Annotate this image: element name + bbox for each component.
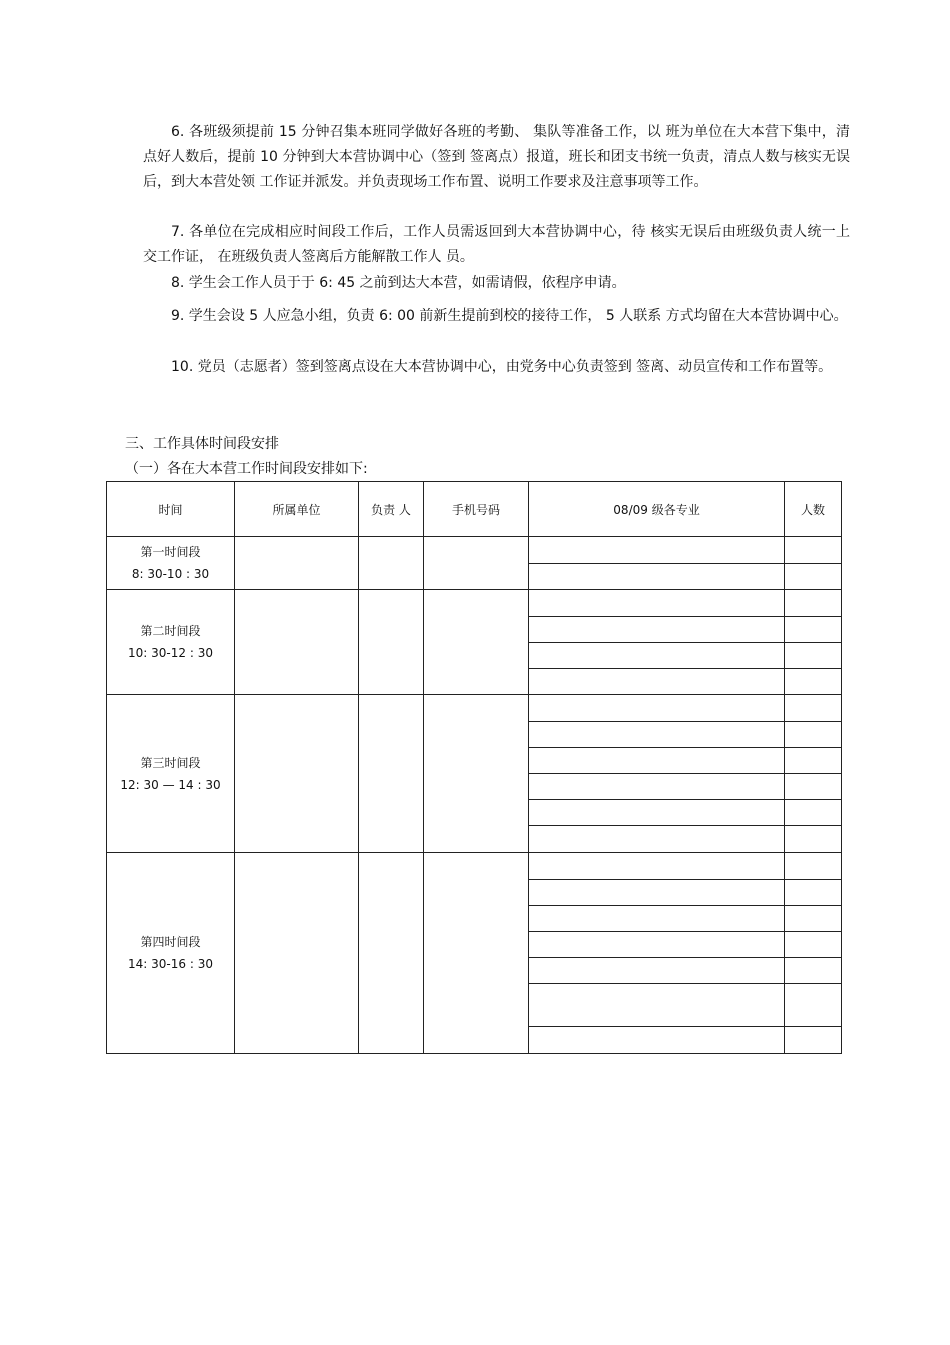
major-cell[interactable] [529,590,785,617]
leader-cell[interactable] [359,590,424,695]
header-majors: 08/09 级各专业 [529,482,785,537]
period-cell [107,590,235,695]
header-leader: 负责 人 [359,482,424,537]
count-cell[interactable] [785,669,842,695]
count-cell[interactable] [785,800,842,826]
header-unit: 所属单位 [235,482,359,537]
major-cell[interactable] [529,537,785,564]
major-cell[interactable] [529,617,785,643]
count-cell[interactable] [785,1027,842,1054]
major-cell[interactable] [529,695,785,722]
unit-cell[interactable] [235,590,359,695]
unit-cell[interactable] [235,695,359,853]
count-cell[interactable] [785,880,842,906]
major-cell[interactable] [529,906,785,932]
major-cell[interactable] [529,748,785,774]
count-cell[interactable] [785,958,842,984]
major-cell[interactable] [529,984,785,1027]
table-row [107,590,842,617]
section-title: 三、工作具体时间段安排 [125,436,279,452]
count-cell[interactable] [785,722,842,748]
schedule-table [106,481,842,1054]
period-time: 12: 30 — 14 : 30 [120,777,221,792]
header-count: 人数 [785,482,842,537]
paragraph-7: 7. 各单位在完成相应时间段工作后，工作人员需返回到大本营协调中心，待 核实无误后由班级负责人统一上交工作证， 在班级负责人签离后方能解散工作人 员。 [143,224,850,265]
table-row [107,695,842,722]
period-name: 第二时间段 [140,624,201,638]
major-cell[interactable] [529,958,785,984]
major-cell[interactable] [529,564,785,590]
subsection-title: （一）各在大本营工作时间段安排如下: [125,461,368,477]
major-cell[interactable] [529,826,785,853]
period-time: 14: 30-16 : 30 [128,957,213,971]
count-cell[interactable] [785,984,842,1027]
paragraph-10: 10. 党员（志愿者）签到签离点设在大本营协调中心，由党务中心负责签到 签离、动员宣传和工作布置等。 [171,359,833,375]
leader-cell[interactable] [359,853,424,1054]
count-cell[interactable] [785,748,842,774]
count-cell[interactable] [785,643,842,669]
period-name: 第四时间段 [140,935,201,949]
unit-cell[interactable] [235,537,359,590]
period-cell [107,695,235,853]
table-row [107,853,842,880]
major-cell[interactable] [529,1027,785,1054]
major-cell[interactable] [529,880,785,906]
leader-cell[interactable] [359,537,424,590]
major-cell[interactable] [529,669,785,695]
unit-cell[interactable] [235,853,359,1054]
count-cell[interactable] [785,695,842,722]
count-cell[interactable] [785,617,842,643]
major-cell[interactable] [529,800,785,826]
phone-cell[interactable] [424,537,529,590]
major-cell[interactable] [529,853,785,880]
count-cell[interactable] [785,590,842,617]
paragraph-6: 6. 各班级须提前 15 分钟召集本班同学做好各班的考勤、 集队等准备工作，以 班为单位在大本营下集中，清点好人数后，提前 10 分钟到大本营协调中心（签到 签离点）报道，班长和团支书统一负责，清点人数与核实无误后，到大本营处领 工作证并派发。并负责现场工作布置、说明工作要求及注意事项等工作。 [143,124,850,190]
phone-cell[interactable] [424,853,529,1054]
header-time: 时间 [107,482,235,537]
major-cell[interactable] [529,932,785,958]
phone-cell[interactable] [424,590,529,695]
paragraph-9: 9. 学生会设 5 人应急小组，负责 6: 00 前新生提前到校的接待工作， 5 人联系 方式均留在大本营协调中心。 [171,308,848,324]
phone-cell[interactable] [424,695,529,853]
period-name: 第一时间段 [140,545,201,559]
leader-cell[interactable] [359,695,424,853]
count-cell[interactable] [785,774,842,800]
count-cell[interactable] [785,826,842,853]
header-phone: 手机号码 [424,482,529,537]
period-time: 10: 30-12 : 30 [128,646,213,660]
count-cell[interactable] [785,932,842,958]
major-cell[interactable] [529,774,785,800]
count-cell[interactable] [785,564,842,590]
period-time: 8: 30-10 : 30 [131,567,210,581]
table-header-row [107,482,842,537]
count-cell[interactable] [785,537,842,564]
major-cell[interactable] [529,643,785,669]
period-name: 第三时间段 [140,755,201,770]
period-cell [107,537,235,590]
table-row [107,537,842,564]
paragraph-8: 8. 学生会工作人员于于 6: 45 之前到达大本营，如需请假，依程序申请。 [171,275,626,291]
count-cell[interactable] [785,906,842,932]
period-cell [107,853,235,1054]
major-cell[interactable] [529,722,785,748]
count-cell[interactable] [785,853,842,880]
